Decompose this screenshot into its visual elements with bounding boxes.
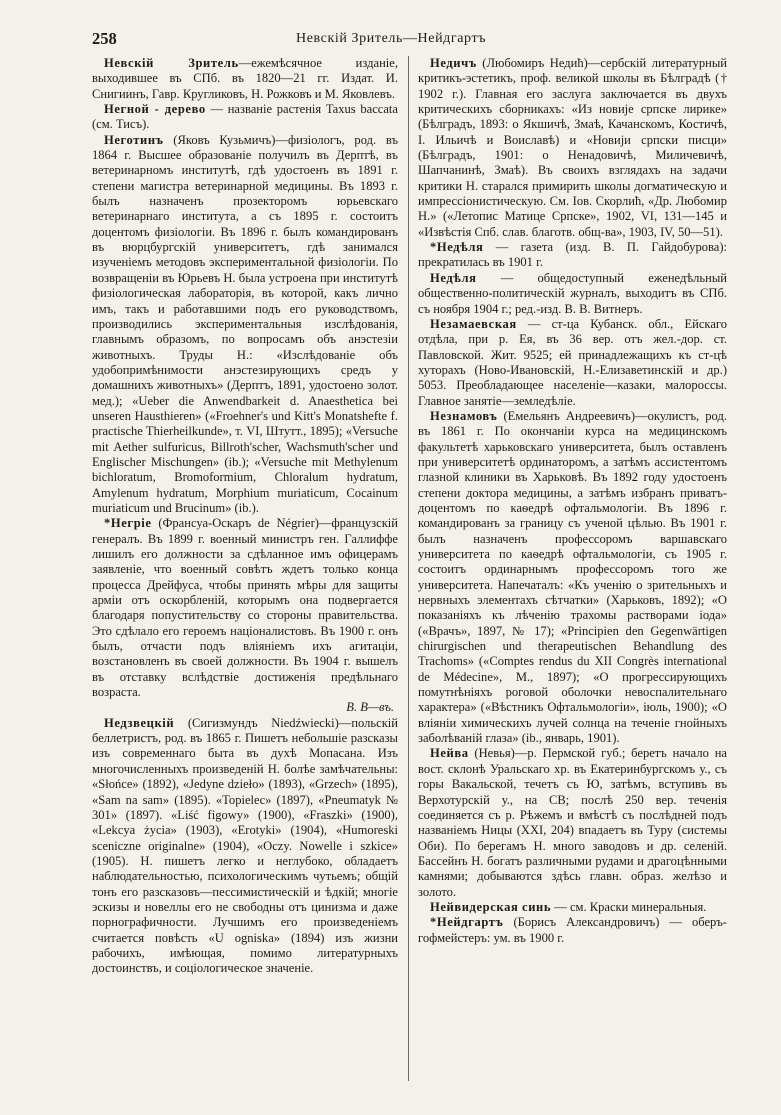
page-number: 258 bbox=[92, 29, 117, 48]
entry-text: —ежемѣсячное изданіе, выходившее въ СПб. въ 1820—21 гг. Издат. И. Снигиинъ, Гавр. Кругликовъ, Н. Рожковъ и М. Яковлевъ. bbox=[92, 56, 398, 101]
dictionary-entry-neydgart bbox=[418, 915, 727, 946]
entry-headword: Нейвидерская синь bbox=[430, 899, 552, 914]
dictionary-entry-negotin bbox=[92, 133, 398, 517]
entry-headword: Недѣля bbox=[430, 270, 477, 285]
dictionary-entry-neyva bbox=[418, 746, 727, 899]
entry-headword: Неготинъ bbox=[104, 132, 164, 147]
right-column bbox=[418, 56, 727, 946]
dictionary-entry-nezamaev bbox=[418, 409, 727, 747]
running-title: Невскій Зритель—Нейдгартъ bbox=[296, 31, 487, 46]
entry-text: (Франсуа-Оскаръ de Négrier)—французскій генералъ. Въ 1899 г. военный министръ ген. Галлиффе лишилъ его должности за сдѣланное имъ офицерамъ заявленіе, что военный совѣтъ ждетъ только конца процесса Дрейфуса, чтобы принять мѣры для защиты арміи отъ оскорбленій, которымъ она подвергается благодаря попустительству со стороны правительства. Это сдѣлало его героемъ націоналистовъ. Въ 1900 г. онъ былъ, отчасти подъ вліяніемъ ихъ агитаціи, возстановленъ въ своей должности. Въ 1904 г. вышелъ въ отставку вслѣдствіе достиженія предѣльнаго возраста. bbox=[92, 516, 398, 700]
entry-headword: *Негріе bbox=[104, 516, 152, 531]
entry-headword: *Нейдгартъ bbox=[430, 915, 504, 930]
entry-text: (Любомиръ Недић)—сербскій литературный критикъ-эстетикъ, проф. великой школы въ Бѣлградѣ († 1902 г.). Главная его заслуга заключается въ двухъ критическихъ сборникахъ: «Из новије српске лирике» (Бѣлградъ, 1893: о Якшичѣ, Змаѣ, Качанскомъ, Костичѣ, I. Ильичѣ и Воиславѣ) и «Новији српски писци» (Бѣлградъ, 1901: о Ненадовичѣ, Миличевичѣ, Шапчанинѣ, Змаѣ). Въ своихъ взглядахъ на задачи критики Н. старался примирить школы догматическую и импрессіонистическую. См. Іов. Скорлић, «Др. Любомир Н.» («Летопис Матице Српске», 1902, VI, 131—145 и «Извѣстія Спб. слав. благотв. общ-ва», 1903, IV, 50—51). bbox=[418, 56, 727, 239]
entry-text: (Невья)—р. Пермской губ.; беретъ начало на вост. склонѣ Уральскаго хр. въ Екатеринбургскомъ у., съ горы Вакальской, течетъ съ Ю, затѣмъ, вступивъ въ Верхотурскій у., на СВ; послѣ 250 вер. теченія соединяется съ р. Рѣжемъ и вмѣстѣ съ послѣдней подъ названіемъ Ницы (XXI, 204) впадаетъ въ Туру (системы Оби). По берегамъ Н. много заводовъ и др. селеній. Бассейнъ Н. богатъ различными рудами и драгоцѣнными камнями; добываются здѣсь главн. образ. желѣзо и золото. bbox=[418, 746, 727, 899]
left-column bbox=[92, 56, 398, 977]
column-divider bbox=[408, 56, 409, 1081]
entry-text: — газета (изд. В. П. Гайдобурова): прекратилась въ 1901 г. bbox=[418, 240, 727, 270]
entry-text: (Сигизмундъ Niedźwiecki)—польскій беллетристъ, род. въ 1865 г. Пишетъ небольшіе разсказы изъ современнаго быта въ духѣ Мопасана. Изъ многочисленныхъ произведеній Н. болѣе замѣчательны: «Słońce» (1892), «Jedyne dzieło» (1893), «Grzech» (1895), «Sam na sam» (1895). «Topielec» (1897), «Pneumatyk № 301» (1897). «Liść figowy» (1900), «Fraszki» (1900), «Lekcya życia» (1903), «Erotyki» (1904), «Humoreski sceniczne originalne» (1904), «Oczy. Nowelle i szkice» (1905). Н. пишетъ легко и неглубоко, обладаетъ наблюдательностью, психологическимъ чутьемъ; общій тонъ его разсказовъ—пессимистическій и ѣдкій; многіе эскизы и новеллы его не свободны отъ цинизма и даже порнографичности. Лучшимъ его произведеніемъ считается повѣсть «U ogniska» (1894) изъ жизни рабочихъ, имѣющая, помимо литературныхъ достоинствъ, и соціологическое значеніе. bbox=[92, 715, 398, 976]
entry-text: (Яковъ Кузьмичъ)—физіологъ, род. въ 1864 г. Высшее образованіе получилъ въ Дерптѣ, въ ветеринарномъ институтѣ, гдѣ удостоенъ въ 1891 г. степени магистра ветеринарной медицины. Въ 1893 г. былъ назначенъ прозекторомъ юрьевскаго ветеринарнаго института, а съ 1895 г. состоитъ доцентомъ физіологіи. Въ 1896 г. былъ командированъ въ вюрцбургскій университетъ, гдѣ занимался изученіемъ методовъ экспериментальной физіологіи. По возвращеніи въ Юрьевъ Н. была устроена при институтѣ физіологическая лабораторія, въ которой, какъ лично имъ, такъ и работавшими подъ его руководствомъ, производились экспериментальныя изслѣдованія, главнымъ образомъ, по вопросамъ объ анэстезіи животныхъ. Труды Н.: «Изслѣдованіе объ удобопримѣнимости анэстезирующихъ средъ у домашнихъ животныхъ» (Дерптъ, 1891, удостоено золот. мед.); «Ueber die Anwendbarkeit d. Anaesthetica bei unseren Hausthieren» («Froehner's und Kitt's Monatshefte f. practische Thierheilkunde», т. VI, Штутт., 1895); «Versuche mit Aether sulfuricus, Billroth'scher, Wachsmuth'scher und Englischer Mischungen» (ib.); «Versuche mit Methylenum bichloratum, Bromoformium, Chloralum hydratum, Amylenum hydratum, Morphium muriaticum, Cocainum muriaticum und Brucinum» (ib.). bbox=[92, 132, 398, 515]
entry-text: — названіе растенія Taxus baccata (см. Тисъ). bbox=[92, 102, 398, 132]
entry-text: — см. Краски минеральныя. bbox=[551, 899, 707, 914]
entry-headword: Незнамовъ bbox=[430, 408, 498, 423]
entry-text: (Емельянъ Андреевичъ)—окулистъ, род. въ 1861 г. По окончаніи курса на медицинскомъ факультетѣ харьковскаго университета, былъ оставленъ при университетѣ ординаторомъ, а затѣмъ ассистентомъ глазной клиники въ Харьковѣ. Въ 1892 году удостоенъ степени доктора медицины, а затѣмъ избранъ приватъ-доцентомъ по каѳедрѣ офтальмологіи. Въ 1896 г. командированъ за границу съ ученой цѣлью. Въ 1901 г. былъ назначенъ профессоромъ варшавскаго университета по каѳедрѣ офтальмологіи, съ 1905 г. состоитъ ординарнымъ профессоромъ того же университета. Напечаталъ: «Къ ученію о зрительныхъ и нервныхъ элементахъ сѣтчатки» (Харьковъ, 1892); «О показаніяхъ къ лѣченію трахомы растворами іода» («Врачъ», 1897, № 17); «Principien den Gegenwärtigen chirurgischen und therapeutischen Behandlung des Trachoms» («Comptes rendus du XII Congrès international de Médecine», М., 1897); «О прогрессирующихъ помутнѣніяхъ роговой оболочки невоспалительнаго характера» («Вѣстникъ Офтальмологіи», іюль, 1900); «О вліяніи химическихъ лучей солнца на теченіе гнойныхъ заболѣваній глаза» (ib., январь, 1901). bbox=[418, 408, 727, 746]
entry-signature: В. В—въ. bbox=[346, 700, 394, 715]
entry-text: — ст-ца Кубанск. обл., Ейскаго отдѣла, при р. Ея, въ 36 вер. отъ жел.-дор. ст. Павловской. Жит. 9525; ей принадлежащихъ къ ст-цѣ хуторахъ (Ново-Ивановскій, Н.-Елизаветинскій и др.) 5053. Преобладающее населеніе—казаки, малороссы. Главное занятіе—земледѣліе. bbox=[418, 316, 727, 408]
entry-headword: Незамаевская bbox=[430, 316, 517, 331]
dictionary-entry-nedich bbox=[418, 56, 727, 240]
dictionary-entry-nedelya bbox=[418, 240, 727, 271]
entry-text: (Борисъ Александровичъ) — оберъ-гофмейстеръ: ум. въ 1900 г. bbox=[418, 915, 727, 945]
entry-headword: Недзвецкій bbox=[104, 715, 175, 730]
dictionary-entry-nevsky-zritel bbox=[92, 56, 398, 102]
entry-headword: Невскій Зритель bbox=[104, 56, 239, 70]
dictionary-entry-nedzvetsky bbox=[92, 716, 398, 977]
dictionary-entry-negnoy-derevo bbox=[92, 102, 398, 133]
entry-headword: Недичъ bbox=[430, 56, 477, 70]
entry-headword: Негной - дерево bbox=[104, 102, 206, 117]
entry-text: — общедоступный еженедѣльный общественно-политическій журналъ, выходитъ въ СПб. съ ноября 1904 г.; ред.-изд. В. В. Витнеръ. bbox=[418, 270, 727, 316]
entry-headword: *Недѣля bbox=[430, 240, 484, 255]
dictionary-entry-nezamaevskaya bbox=[418, 317, 727, 409]
dictionary-entry-nedelya-2 bbox=[418, 271, 727, 317]
dictionary-entry-neyvid-sin bbox=[418, 900, 727, 915]
entry-headword: Нейва bbox=[430, 746, 469, 761]
dictionary-entry-negrier bbox=[92, 516, 398, 715]
